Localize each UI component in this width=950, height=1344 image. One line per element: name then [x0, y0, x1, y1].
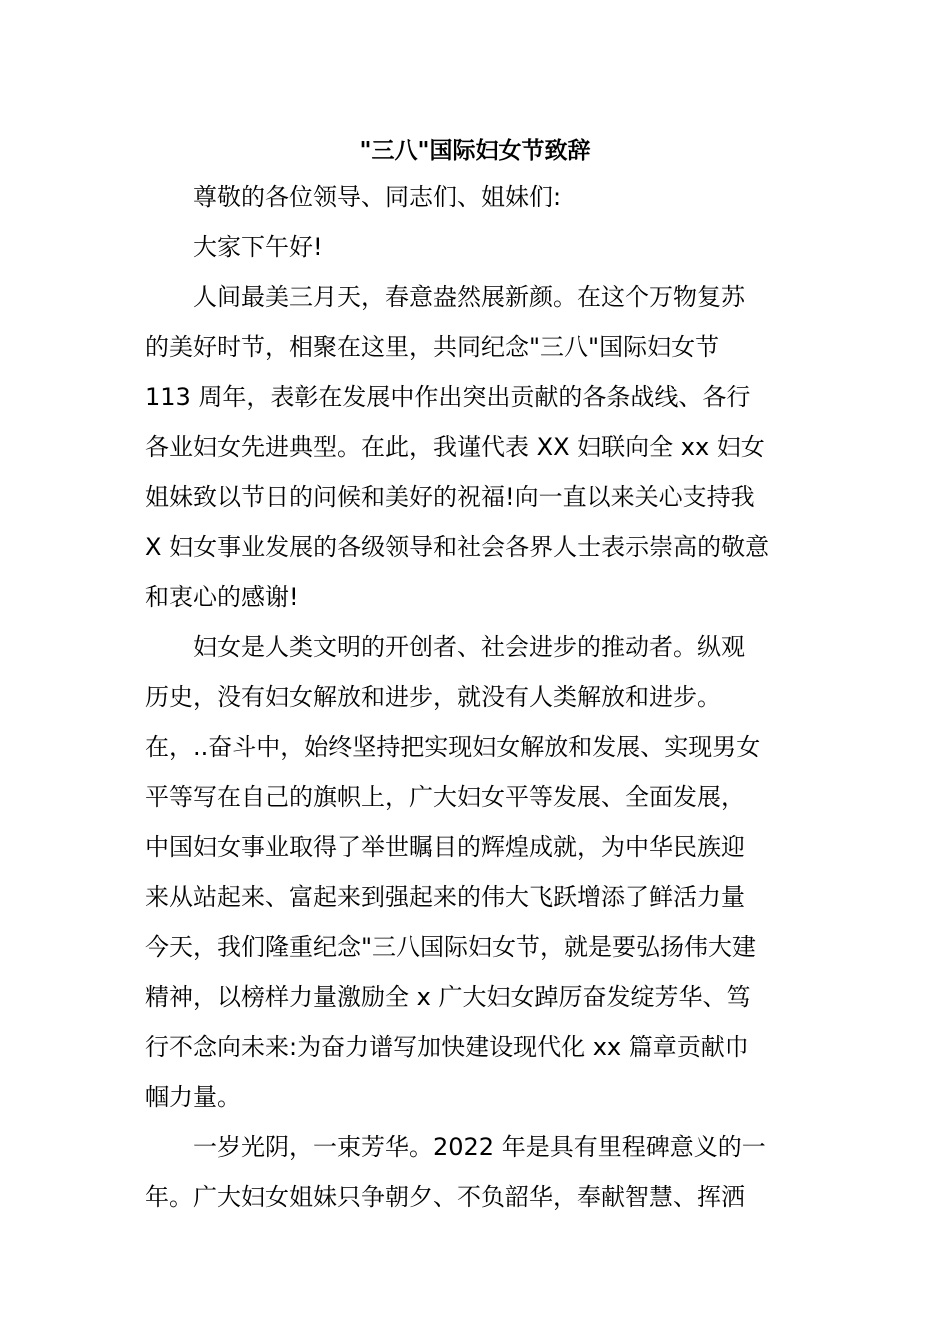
paragraph-1-line-3: 113 周年，表彰在发展中作出突出贡献的各条战线、各行 [145, 383, 751, 411]
paragraph-3-line-2: 年。广大妇女姐妹只争朝夕、不负韶华，奉献智慧、挥洒 [145, 1183, 745, 1211]
paragraph-2-line-5: 中国妇女事业取得了举世瞩目的辉煌成就，为中华民族迎 [145, 833, 745, 861]
paragraph-2-line-3: 在，..奋斗中，始终坚持把实现妇女解放和发展、实现男女 [145, 733, 761, 761]
paragraph-2-line-4: 平等写在自己的旗帜上，广大妇女平等发展、全面发展， [145, 783, 745, 811]
paragraph-2-line-2: 历史，没有妇女解放和进步，就没有人类解放和进步。 [145, 683, 721, 711]
paragraph-1-line-2: 的美好时节，相聚在这里，共同纪念"三八"国际妇女节 [145, 333, 720, 361]
paragraph-2-line-8: 精神，以榜样力量激励全 x 广大妇女踔厉奋发绽芳华、笃 [145, 983, 751, 1011]
paragraph-2-line-7: 今天，我们隆重纪念"三八国际妇女节，就是要弘扬伟大建 [145, 933, 757, 961]
document-title: "三八"国际妇女节致辞 [359, 138, 591, 164]
paragraph-1-line-5: 姐妹致以节日的问候和美好的祝福!向一直以来关心支持我 [145, 483, 755, 511]
paragraph-2-line-1: 妇女是人类文明的开创者、社会进步的推动者。纵观 [193, 633, 745, 661]
paragraph-2-line-6: 来从站起来、富起来到强起来的伟大飞跃增添了鲜活力量 [145, 883, 745, 911]
paragraph-1-line-6: X 妇女事业发展的各级领导和社会各界人士表示崇高的敬意 [145, 533, 770, 561]
paragraph-2-line-9: 行不念向未来:为奋力谱写加快建设现代化 xx 篇章贡献巾 [145, 1033, 749, 1061]
salutation-line: 尊敬的各位领导、同志们、姐妹们: [193, 183, 562, 211]
greeting-line: 大家下午好! [193, 233, 323, 261]
paragraph-3-line-1: 一岁光阴，一束芳华。2022 年是具有里程碑意义的一 [193, 1133, 766, 1161]
paragraph-1-line-1: 人间最美三月天，春意盎然展新颜。在这个万物复苏 [193, 283, 745, 311]
paragraph-1-line-4: 各业妇女先进典型。在此，我谨代表 XX 妇联向全 xx 妇女 [145, 433, 765, 461]
paragraph-2-line-10: 帼力量。 [145, 1083, 241, 1111]
paragraph-1-line-7: 和衷心的感谢! [145, 583, 299, 611]
